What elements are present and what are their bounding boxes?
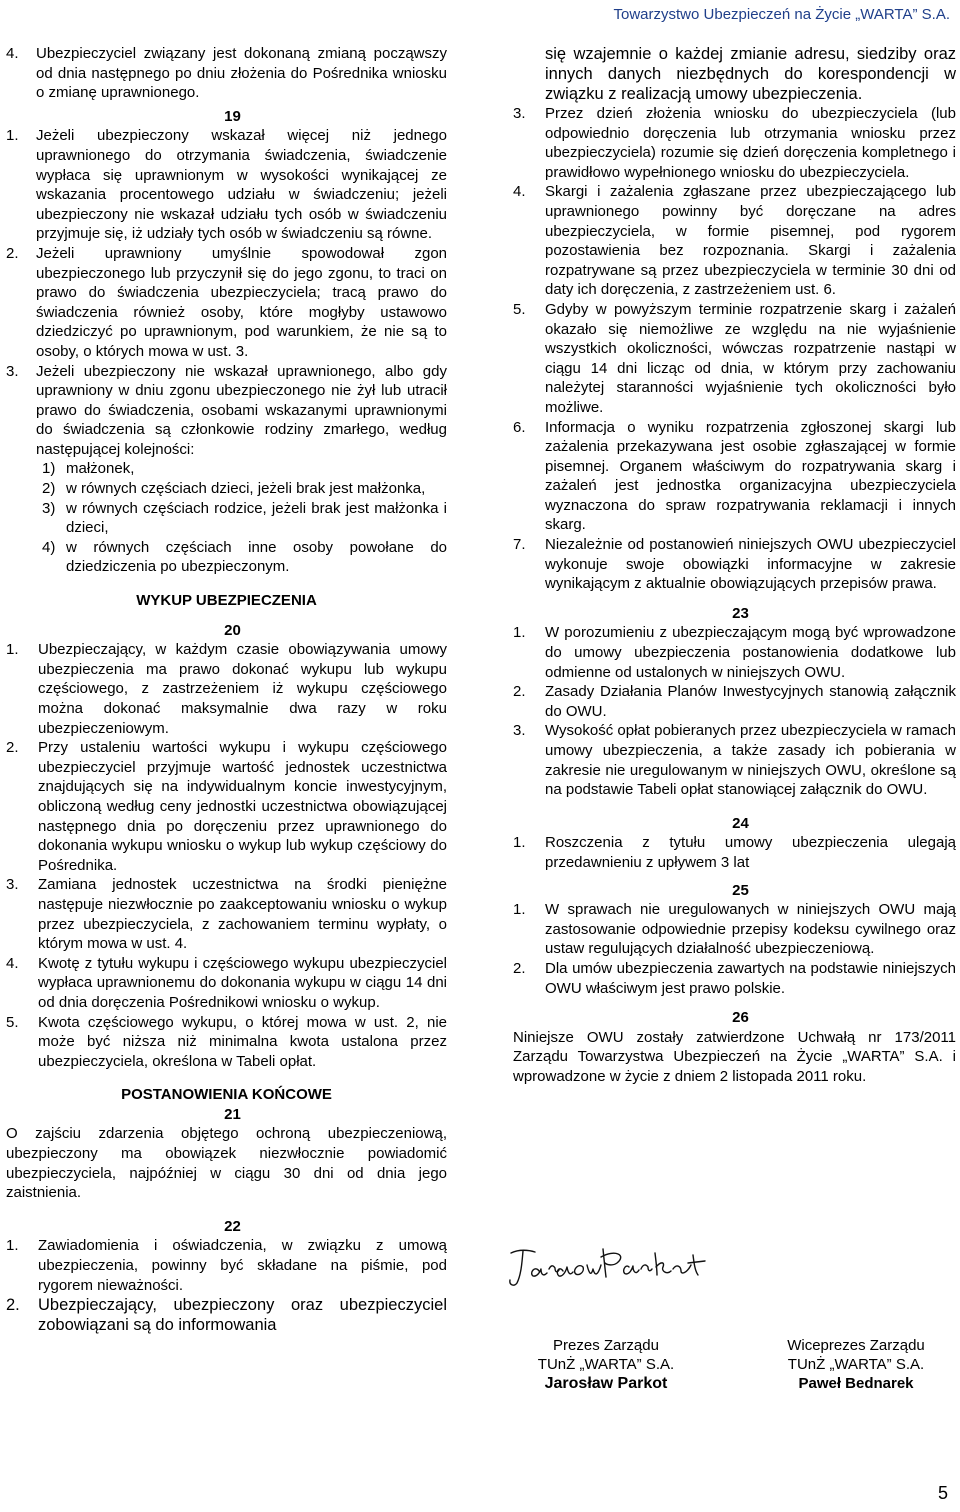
clause-22-7: 7. Niezależnie od postanowień niniejszych OWU ubezpieczyciel wykonuje swoje obowiązki informacyjne w zakresie wynikającym z aktualnie obowiązujących przepisów prawa.: [513, 536, 956, 593]
signatory-company: TUnŻ „WARTA” S.A.: [537, 1356, 675, 1373]
clause-number: 3.: [6, 362, 19, 380]
clause-22-2: 2. Ubezpieczający, ubezpieczony oraz ubezpieczyciel zobowiązani są do informowania: [6, 1296, 447, 1335]
clause-25-1: 1. W sprawach nie uregulowanych w niniejszych OWU mają zastosowanie odpowiednie przepisy kodeksu cywilnego oraz ustaw regulujących działalność ubezpieczeniową.: [513, 901, 956, 958]
clause-number: 4.: [6, 45, 19, 62]
clause-22-3: 3. Przez dzień złożenia wniosku do ubezpieczyciela (lub odpowiednio doręczenia lub otrzymania wniosku przez ubezpieczyciela) rozumie się dzień doręczenia kompletnego i prawidłowo wypełnionego wniosku do ubezpieczyciela.: [513, 105, 956, 181]
clause-text: Jeżeli uprawniony umyślnie spowodował zgon ubezpieczonego lub przyczynił się do jego zgonu, to traci on prawo do świadczenia ubezpieczyciela; tracą prawo do świadczenia również osoby, które mogłyby ustawowo dziedziczyć po uprawnionym, pod warunkiem, że nie są to osoby, o których mowa w ust. 3.: [36, 244, 447, 360]
clause-19-2: [6, 244, 447, 362]
heading-postanowienia: POSTANOWIENIA KOŃCOWE: [121, 1086, 332, 1104]
clause-22-1: 1. Zawiadomienia i oświadczenia, w związku z umową ubezpieczenia, powinny być składane na piśmie, pod rygorem nieważności.: [6, 1237, 447, 1294]
clause-text: Jeżeli ubezpieczony wskazał więcej niż jednego uprawnionego do otrzymania świadczenia, świadczenie wypłaca się uprawnionym w wysokości wynikającej ze wskazania procentowego udziału w świadczeniu; jeżeli ubezpieczony nie wskazał udziału tych osób w świadczeniu przyjmuje się, iż udziały tych osób w świadczeniu są równe.: [36, 127, 447, 243]
clause-20-1: 1. Ubezpieczający, w każdym czasie obowiązywania umowy ubezpieczenia ma prawo dokonać wykupu lub wykupu częściowego, z zastrzeżeniem iż wykupu częściowego można dokonać maksymalnie dwa razy w roku ubezpieczeniowym.: [6, 641, 447, 737]
document-header: Towarzystwo Ubezpieczeń na Życie „WARTA” S.A.: [613, 6, 950, 23]
right-column: [513, 44, 956, 1087]
clause-23-3: 3. Wysokość opłat pobieranych przez ubezpieczyciela w ramach umowy ubezpieczenia, a także zasady ich pobierania w zakresie nie uregulowanym w niniejszych OWU, określone są na podstawie Tabeli opłat stanowiącej załącznik do OWU.: [513, 722, 956, 799]
clause-26: Niniejsze OWU zostały zatwierdzone Uchwałą nr 173/2011 Zarządu Towarzystwa Ubezpieczeń na Życie „WARTA” S.A. i wprowadzone w życie z dniem 2 listopada 2011 roku.: [513, 1028, 956, 1085]
clause-23-1: 1. W porozumieniu z ubezpieczającym mogą być wprowadzone do umowy ubezpieczenia postanowienia dodatkowe lub odmienne od ustalonych w niniejszych OWU.: [513, 624, 956, 681]
section-19-number: 19: [224, 107, 241, 125]
clause-20-5: 5. Kwota częściowego wykupu, o której mowa w ust. 2, nie może być niższa niż minimalna kwota ustalona przez ubezpieczyciela, określona w Tabeli opłat.: [6, 1013, 447, 1070]
clause-20-2: 2. Przy ustaleniu wartości wykupu i wykupu częściowego ubezpieczyciel przyjmuje wartość jednostek uczestnictwa znajdujących się na indywidualnym koncie inwestycyjnym, obliczoną według ceny jednostki uczestnictwa obowiązującej następnego dnia po doręczeniu przez uprawnionego do dokonania wykupu wniosku o wykup lub wykup częściowy do Pośrednika.: [6, 739, 447, 874]
clause-19-1: [6, 126, 447, 244]
signatory-name: Jarosław Parkot: [544, 1375, 668, 1392]
handwritten-signature: [505, 1243, 710, 1291]
clause-22-2-continued: się wzajemnie o każdej zmianie adresu, siedziby oraz innych danych niezbędnych do korespondencji w związku z realizacją umowy ubezpieczenia.: [545, 45, 956, 103]
list-item: 2) w równych częściach dzieci, jeżeli brak jest małżonka,: [42, 480, 426, 498]
section-23-number: 23: [732, 604, 749, 622]
clause-21: O zajściu zdarzenia objętego ochroną ubezpieczeniową, ubezpieczony ma obowiązek niezwłocznie powiadomić ubezpieczyciela, najpóźniej w ciągu 30 dni od dnia jego zaistnienia.: [6, 1125, 447, 1202]
section-26-number: 26: [732, 1009, 749, 1027]
clause-18-4: [6, 44, 447, 103]
section-24-number: 24: [732, 814, 749, 832]
clause-number: 1.: [6, 127, 19, 145]
clause-text: Ubezpieczyciel związany jest dokonaną zmianą począwszy od dnia następnego po dniu złożenia do Pośrednika wniosku o zmianę uprawnionego.: [36, 45, 447, 102]
page-number: 5: [937, 1483, 948, 1503]
clause-20-4: 4. Kwotę z tytułu wykupu i częściowego wykupu ubezpieczyciel wypłaca uprawnionemu do dokonania wykupu w ciągu 14 dni od dnia doręczenia Pośrednikowi wniosku o wykup.: [6, 954, 447, 1011]
signature-block-2: [756, 1336, 956, 1393]
section-20-number: 20: [224, 621, 241, 639]
list-item: 3) w równych częściach rodzice, jeżeli brak jest małżonka i dzieci,: [42, 499, 447, 537]
signature-block-1: [513, 1336, 699, 1393]
clause-text: Jeżeli ubezpieczony nie wskazał uprawnionego, albo gdy uprawniony w dniu zgonu ubezpieczonego nie żył lub utracił prawo do świadczenia, osobami wskazanymi uprawnionymi do świadczenia są członkowie rodziny zmarłego, według następującej kolejności:: [36, 362, 447, 458]
clause-23-2: 2. Zasady Działania Planów Inwestycyjnych stanowią załącznik do OWU.: [513, 683, 956, 720]
clause-19-3: [6, 362, 447, 460]
clause-25-2: 2. Dla umów ubezpieczenia zawartych na podstawie niniejszych OWU właściwym jest prawo polskie.: [513, 959, 956, 997]
clause-20-3: 3. Zamiana jednostek uczestnictwa na środki pieniężne następuje niezwłocznie po zaakceptowaniu wniosku o wykup przez ubezpieczyciela, z zachowaniem terminu wypłaty, o którym mowa w ust. 4.: [6, 876, 447, 953]
signatory-name: Paweł Bednarek: [798, 1375, 914, 1392]
section-25-number: 25: [732, 881, 749, 899]
list-item: 4) w równych częściach inne osoby powołane do dziedziczenia po ubezpieczonym.: [42, 538, 447, 576]
clause-22-5: 5. Gdyby w powyższym terminie rozpatrzenie skarg i zażaleń okazało się niemożliwe ze względu na nie wyjaśnienie wszystkich okoliczności, wówczas rozpatrzenie nastąpi w ciągu 14 dni licząc od dnia, w którym przy zachowaniu należytej staranności wyjaśnienie tych okoliczności było możliwe.: [513, 300, 956, 416]
signatory-company: TUnŻ „WARTA” S.A.: [787, 1356, 925, 1373]
clause-number: 2.: [6, 244, 19, 262]
list-item: 1) małżonek,: [42, 460, 135, 478]
signatory-role: Prezes Zarządu: [553, 1337, 659, 1354]
clause-22-4: 4. Skargi i zażalenia zgłaszane przez ubezpieczającego lub uprawnionego powinny być doręczane na adres ubezpieczyciela, w formie pisemnej, pod rygorem pozostawienia bez rozpoznania. Skargi i zażalenia rozpatrywane są przez ubezpieczyciela w terminie 30 dni od daty ich doręczenia, z zastrzeżeniem ust. 6.: [513, 183, 956, 299]
section-21-number: 21: [224, 1105, 241, 1123]
clause-22-6: 6. Informacja o wyniku rozpatrzenia zgłoszonej skargi lub zażalenia przekazywana jest osobie zgłaszającej w formie pisemnej. Organem właściwym do rozpatrywania skarg i zażaleń jest jednostka organizacyjna ubezpieczyciela wyznaczona do spraw rozpatrywania reklamacji i innych skarg.: [513, 418, 956, 534]
signatory-role: Wiceprezes Zarządu: [787, 1337, 925, 1354]
clause-24-1: 1. Roszczenia z tytułu umowy ubezpieczenia ulegają przedawnieniu z upływem 3 lat: [513, 834, 956, 871]
left-column: [6, 44, 447, 1335]
heading-wykup: WYKUP UBEZPIECZENIA: [136, 592, 317, 610]
section-22-number: 22: [224, 1217, 241, 1235]
